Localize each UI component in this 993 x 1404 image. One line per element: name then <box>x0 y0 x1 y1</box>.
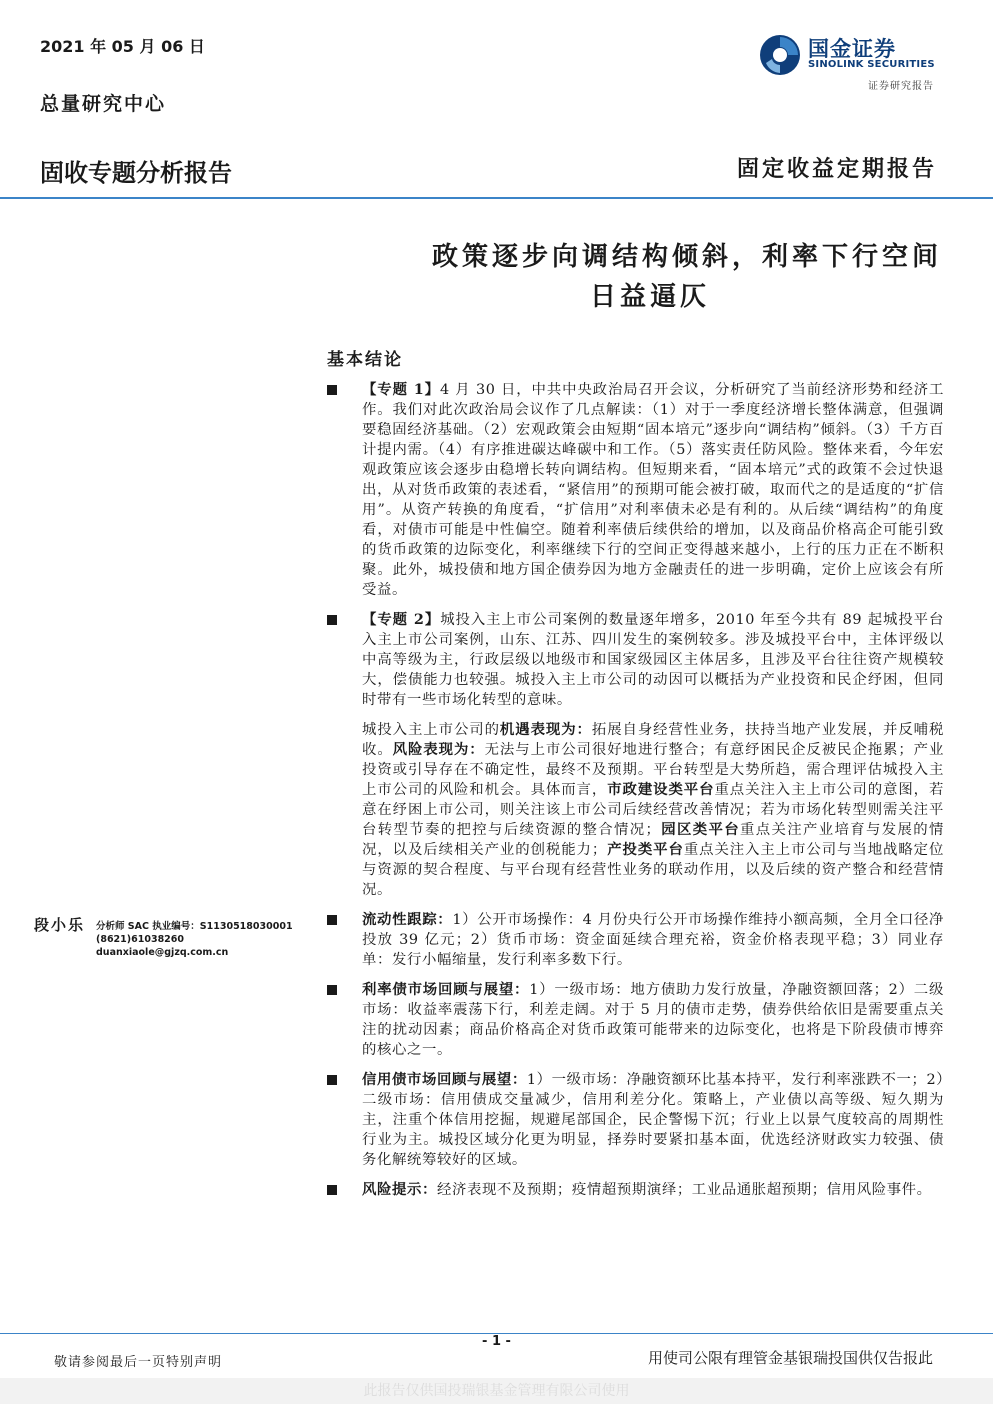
sub-text: 重点关注入主上市公司与当地战略定位与资源的契合程度、与平台现有经营性业务的联动作用，以及后续的资产整合和经营情况。 <box>362 842 944 898</box>
bullet-text: 1）一级市场：地方债助力发行放量，净融资额回落；2）二级市场：收益率震荡下行，利差走阔。对于 5 月的债市走势，债券供给依旧是需要重点关注的扰动因素；商品价格高企对货币政策可能带来的边际变化，也将是下阶段债市博弈的核心之一。 <box>362 982 944 1058</box>
report-title-line-2: 日益逼仄 <box>589 282 710 312</box>
list-item <box>322 1070 944 1170</box>
logo-chinese-name: 国金证券 <box>808 37 896 61</box>
list-item <box>322 910 944 970</box>
list-item <box>322 380 944 600</box>
bullet-paragraph <box>362 380 944 600</box>
sub-text: 拓展自身经营性业务，扶持当地产业发展，并反哺税收。 <box>362 722 944 758</box>
bullet-square-icon <box>327 615 337 625</box>
analyst-email[interactable]: duanxiaole@gjzq.com.cn <box>96 947 229 958</box>
company-logo <box>758 33 948 91</box>
sub-text: 无法与上市公司很好地进行整合；有意纾困民企反被民企拖累；产业投资或引导存在不确定性，最终不及预期。平台转型是大势所趋，需合理评估城投入主上市公司的风险和机会。具体而言， <box>362 742 944 798</box>
bullet-label: 流动性跟踪： <box>362 911 453 928</box>
logo-english-name: SINOLINK SECURITIES <box>808 59 935 70</box>
research-center: 总量研究中心 <box>40 93 167 115</box>
section-title: 基本结论 <box>327 350 403 370</box>
report-kind: 固定收益定期报告 <box>736 156 937 182</box>
bullet-square-icon <box>327 915 337 925</box>
sinolink-logo-icon <box>758 33 802 77</box>
bullet-text: 4 月 30 日，中共中央政治局召开会议，分析研究了当前经济形势和经济工作。我们对此次政治局会议作了几点解读：（1）对于一季度经济增长整体满意，但强调要稳固经济基础。（2）宏观政策会由短期“固本培元”逐步向“调结构”倾斜。（3）千方百计提内需。（4）有序推进碳达峰碳中和工作。（5）落实责任防风险。整体来看，今年宏观政策应该会逐步由稳增长转向调结构。但短期来看，“固本培元”式的政策不会过快退出，从对货币政策的表述看，“紧信用”的预期可能会被打破，取而代之的是适度的“扩信用”。从资产转换的角度看，“扩信用”对利率债未必是有利的。从后续“调结构”的角度看，对债市可能是中性偏空。随着利率债后续供给的增加，以及商品价格高企可能引致的货币政策的边际变化，利率继续下行的空间正变得越来越小，上行的压力正在不断积聚。此外，城投债和地方国企债券因为地方金融责任的进一步明确，定价上应该会有所受益。 <box>362 382 945 598</box>
sub-bold-text: 产投类平台 <box>606 841 684 858</box>
logo-subtitle: 证券研究报告 <box>868 81 934 92</box>
bullet-label: 【专题 2】 <box>362 611 441 628</box>
bullet-label: 【专题 1】 <box>362 381 440 398</box>
bullet-label: 信用债市场回顾与展望： <box>362 1071 527 1088</box>
bullet-text: 经济表现不及预期；疫情超预期演绎；工业品通胀超预期；信用风险事件。 <box>436 1182 932 1198</box>
bullet-square-icon <box>327 385 337 395</box>
bullet-paragraph <box>362 610 944 710</box>
bullet-label: 利率债市场回顾与展望： <box>362 981 530 998</box>
analyst-role-line: 分析师 SAC 执业编号：S1130518030001 <box>96 921 293 932</box>
conclusion-list <box>322 380 944 1210</box>
bullet-text: 1）一级市场：净融资额环比基本持平，发行利率涨跌不一；2）二级市场：信用债成交量减少，信用利差分化。策略上，产业债以高等级、短久期为主，注重个体信用挖掘，规避尾部国企，民企警惕下沉；行业上以景气度较高的周期性行业为主。城投区域分化更为明显，择券时要紧扣基本面，优选经济财政实力较强、债务化解统筹较好的区域。 <box>362 1072 945 1168</box>
bullet-paragraph <box>362 980 944 1060</box>
header-divider <box>0 197 993 199</box>
report-title-line-1: 政策逐步向调结构倾斜，利率下行空间 <box>431 242 942 272</box>
bullet-paragraph <box>362 1180 944 1200</box>
bullet-paragraph <box>362 1070 944 1170</box>
sub-text: 重点关注产业培育与发展的情况，以及后续相关产业的创税能力； <box>362 822 944 858</box>
footer-watermark: 此报告仅供国投瑞银基金管理有限公司使用 <box>0 1378 993 1404</box>
analyst-name: 段小乐 <box>34 916 86 934</box>
footer-mirrored-text: 用使司公限有理管金基银瑞投国供仅告报此 <box>647 1349 933 1367</box>
bullet-paragraph <box>362 910 944 970</box>
page-number: - 1 - <box>482 1334 511 1349</box>
list-item <box>322 1180 944 1200</box>
list-item <box>322 980 944 1060</box>
bullet-sub-paragraph <box>362 720 944 900</box>
sub-text: 重点关注入主上市公司的意图，若意在纾困上市公司，则关注该上市公司后续经营改善情况；若为市场化转型则需关注平台转型节奏的把控与后续资源的整合情况； <box>362 782 944 838</box>
analyst-info <box>96 920 293 959</box>
footer-disclaimer: 敬请参阅最后一页特别声明 <box>54 1355 223 1370</box>
bullet-text: 城投入主上市公司案例的数量逐年增多，2010 年至今共有 89 起城投平台入主上市公司案例，山东、江苏、四川发生的案例较多。涉及城投平台中，主体评级以中高等级为主，行政层级以地级市和国家级园区主体居多，且涉及平台往往资产规模较大，偿债能力也较强。城投入主上市公司的动因可以概括为产业投资和民企纾困，但同时带有一些市场化转型的意味。 <box>362 612 944 708</box>
sub-bold-text: 市政建设类平台 <box>607 781 715 798</box>
sub-bold-text: 风险表现为： <box>392 741 485 758</box>
bullet-square-icon <box>327 1075 337 1085</box>
report-date: 2021 年 05 月 06 日 <box>40 37 205 56</box>
bullet-label: 风险提示： <box>362 1181 437 1198</box>
sub-bold-text: 园区类平台 <box>660 821 740 838</box>
bullet-square-icon <box>327 1185 337 1195</box>
sub-text: 城投入主上市公司的 <box>362 722 500 738</box>
sub-bold-text: 机遇表现为： <box>499 721 592 738</box>
bullet-square-icon <box>327 985 337 995</box>
list-item <box>322 610 944 900</box>
report-type: 固收专题分析报告 <box>40 159 232 187</box>
analyst-phone: (8621)61038260 <box>96 934 185 945</box>
bullet-text: 1）公开市场操作：4 月份央行公开市场操作维持小额高频，全月全口径净投放 39 亿元；2）货币市场：资金面延续合理充裕，资金价格表现平稳；3）同业存单：发行小幅缩量，发行利率多数下行。 <box>362 912 944 968</box>
